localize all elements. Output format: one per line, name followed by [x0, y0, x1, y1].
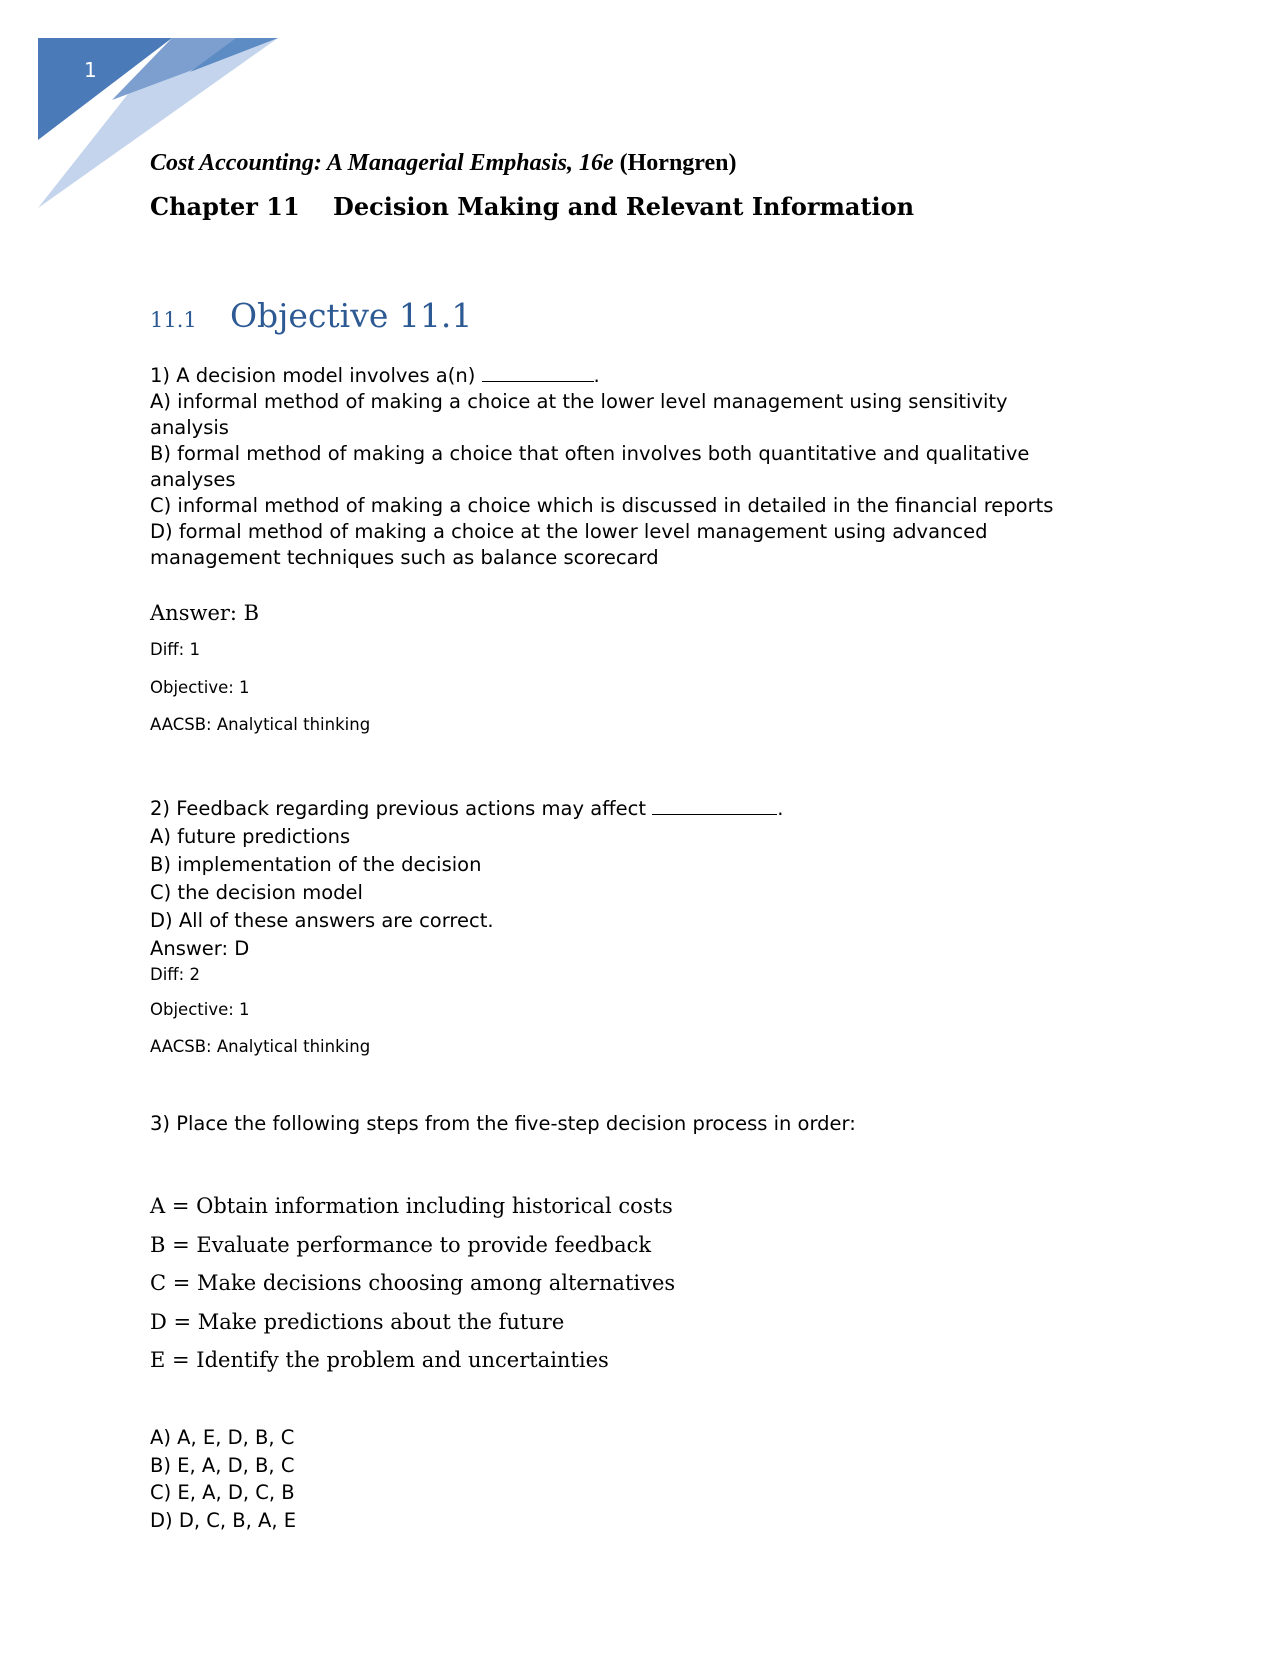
step-d: D = Make predictions about the future	[150, 1309, 565, 1334]
answer-2: Answer: D	[150, 937, 250, 960]
page-number: 1	[84, 58, 97, 82]
question-stem: 1) A decision model involves a(n) .	[150, 364, 600, 387]
answer-1: Answer: B	[150, 601, 260, 625]
aacsb-2: AACSB: Analytical thinking	[150, 1037, 371, 1056]
option-d: D) formal method of making a choice at the lower level management using advanced management techniques such as balance scorecard	[150, 520, 988, 569]
page-corner-decoration	[0, 0, 300, 220]
option-a: A) informal method of making a choice at the lower level management using sensitivity analysis	[150, 390, 1008, 439]
option-b: B) E, A, D, B, C	[150, 1453, 295, 1477]
question-stem: 2) Feedback regarding previous actions may affect .	[150, 797, 784, 820]
aacsb-1: AACSB: Analytical thinking	[150, 715, 371, 734]
option-c: C) the decision model	[150, 881, 363, 904]
book-title-text: Cost Accounting: A Managerial Emphasis, 16e	[150, 150, 614, 176]
question-3-steps	[150, 1187, 1090, 1380]
question-3-options	[150, 1424, 1090, 1534]
answer-blank	[652, 798, 777, 815]
question-1	[150, 363, 1090, 571]
question-3-stem: 3) Place the following steps from the five-step decision process in order:	[150, 1112, 856, 1135]
option-b: B) implementation of the decision	[150, 853, 482, 876]
section-title: Objective 11.1	[230, 296, 473, 335]
option-c: C) E, A, D, C, B	[150, 1481, 295, 1504]
chapter-title	[150, 192, 914, 221]
option-a: A) A, E, D, B, C	[150, 1426, 295, 1449]
step-b: B = Evaluate performance to provide feedback	[150, 1232, 652, 1257]
diff-2: Diff: 2	[150, 965, 200, 984]
option-d: D) All of these answers are correct.	[150, 909, 494, 932]
chapter-number: Chapter 11	[150, 192, 300, 221]
objective-1: Objective: 1	[150, 678, 250, 697]
question-2	[150, 795, 1090, 963]
book-title	[150, 150, 737, 177]
section-heading	[150, 296, 472, 335]
chapter-name: Decision Making and Relevant Information	[333, 192, 915, 221]
option-d: D) D, C, B, A, E	[150, 1508, 297, 1532]
answer-blank	[482, 365, 594, 382]
option-a: A) future predictions	[150, 825, 351, 848]
book-author: (Horngren)	[619, 150, 737, 176]
option-c: C) informal method of making a choice which is discussed in detailed in the financial reports	[150, 494, 1054, 517]
step-c: C = Make decisions choosing among alternatives	[150, 1271, 676, 1295]
step-a: A = Obtain information including historical costs	[150, 1194, 673, 1218]
diff-1: Diff: 1	[150, 640, 200, 659]
step-e: E = Identify the problem and uncertainties	[150, 1348, 609, 1372]
objective-2: Objective: 1	[150, 1000, 250, 1019]
section-number: 11.1	[150, 308, 197, 332]
option-b: B) formal method of making a choice that often involves both quantitative and qualitative analyses	[150, 442, 1030, 491]
